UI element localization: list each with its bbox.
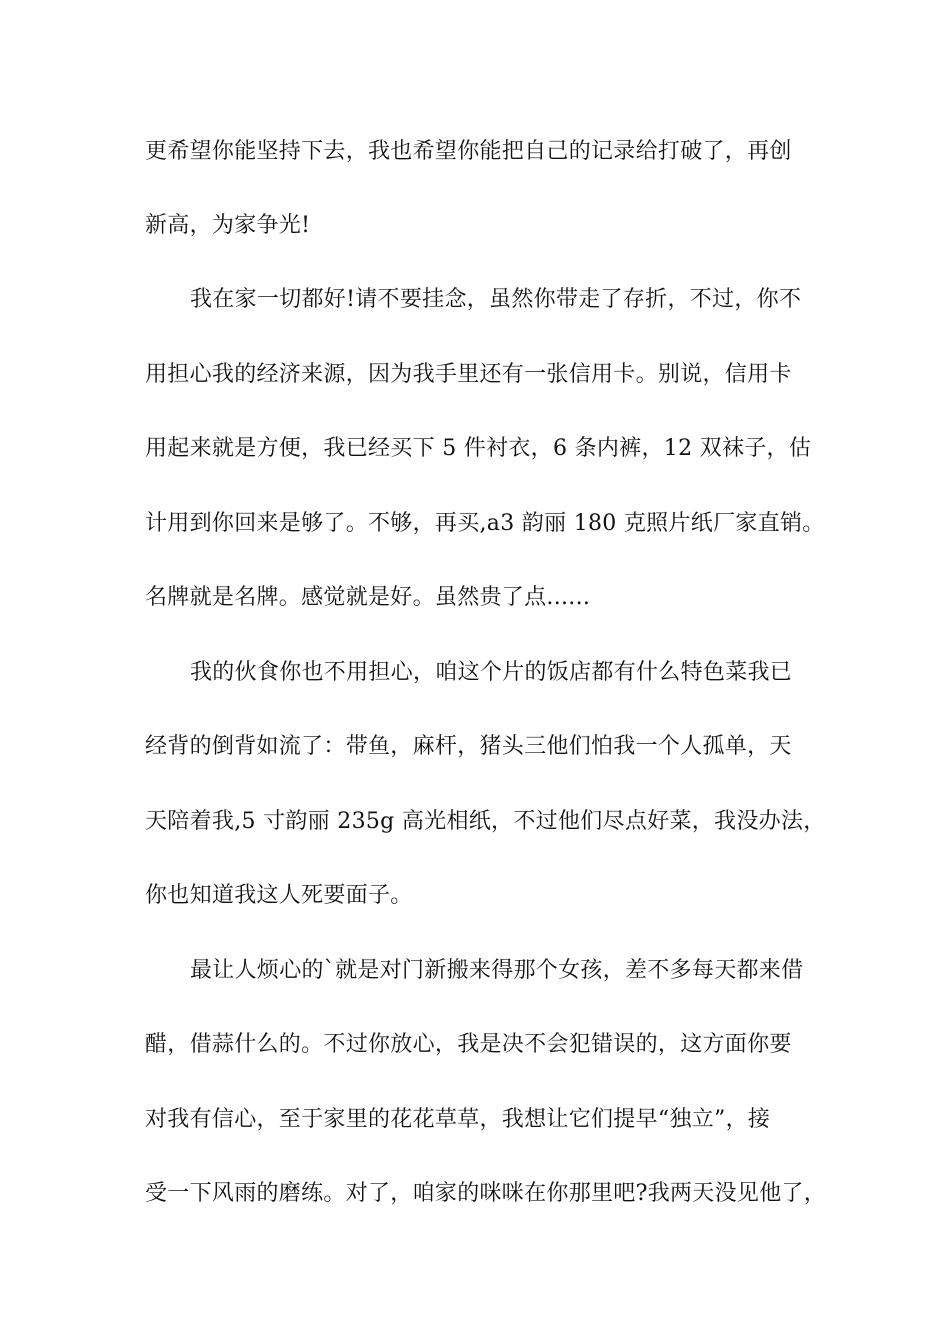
text-line: 新高，为家争光! bbox=[145, 213, 311, 238]
text-line: 醋，借蒜什么的。不过你放心，我是决不会犯错误的，这方面你要 bbox=[145, 1032, 792, 1057]
text-line: 你也知道我这人死要面子。 bbox=[145, 883, 413, 908]
text-line: 用起来就是方便，我已经买下 5 件衬衣，6 条内裤，12 双袜子，估 bbox=[145, 436, 812, 461]
text-line: 计用到你回来是够了。不够，再买,a3 韵丽 180 克照片纸厂家直销。 bbox=[145, 511, 825, 536]
text-line: 经背的倒背如流了：带鱼，麻杆，猪头三他们怕我一个人孤单，天 bbox=[145, 734, 792, 759]
paragraph-start-line: 我在家一切都好!请不要挂念，虽然你带走了存折，不过，你不 bbox=[190, 287, 802, 312]
text-line: 天陪着我,5 寸韵丽 235g 高光相纸，不过他们尽点好菜，我没办法， bbox=[145, 809, 826, 834]
paragraph-start-line: 我的伙食你也不用担心，咱这个片的饭店都有什么特色菜我已 bbox=[190, 660, 793, 685]
paragraph-start-line: 最让人烦心的`就是对门新搬来得那个女孩，差不多每天都来借 bbox=[190, 958, 804, 983]
text-line: 更希望你能坚持下去，我也希望你能把自己的记录给打破了，再创 bbox=[145, 139, 792, 164]
text-line: 对我有信心，至于家里的花花草草，我想让它们提早“独立”，接 bbox=[145, 1107, 771, 1132]
text-line: 受一下风雨的磨练。对了，咱家的咪咪在你那里吧?我两天没见他了， bbox=[145, 1181, 827, 1206]
text-line: 名牌就是名牌。感觉就是好。虽然贵了点...... bbox=[145, 585, 591, 610]
text-line: 用担心我的经济来源，因为我手里还有一张信用卡。别说，信用卡 bbox=[145, 362, 792, 387]
